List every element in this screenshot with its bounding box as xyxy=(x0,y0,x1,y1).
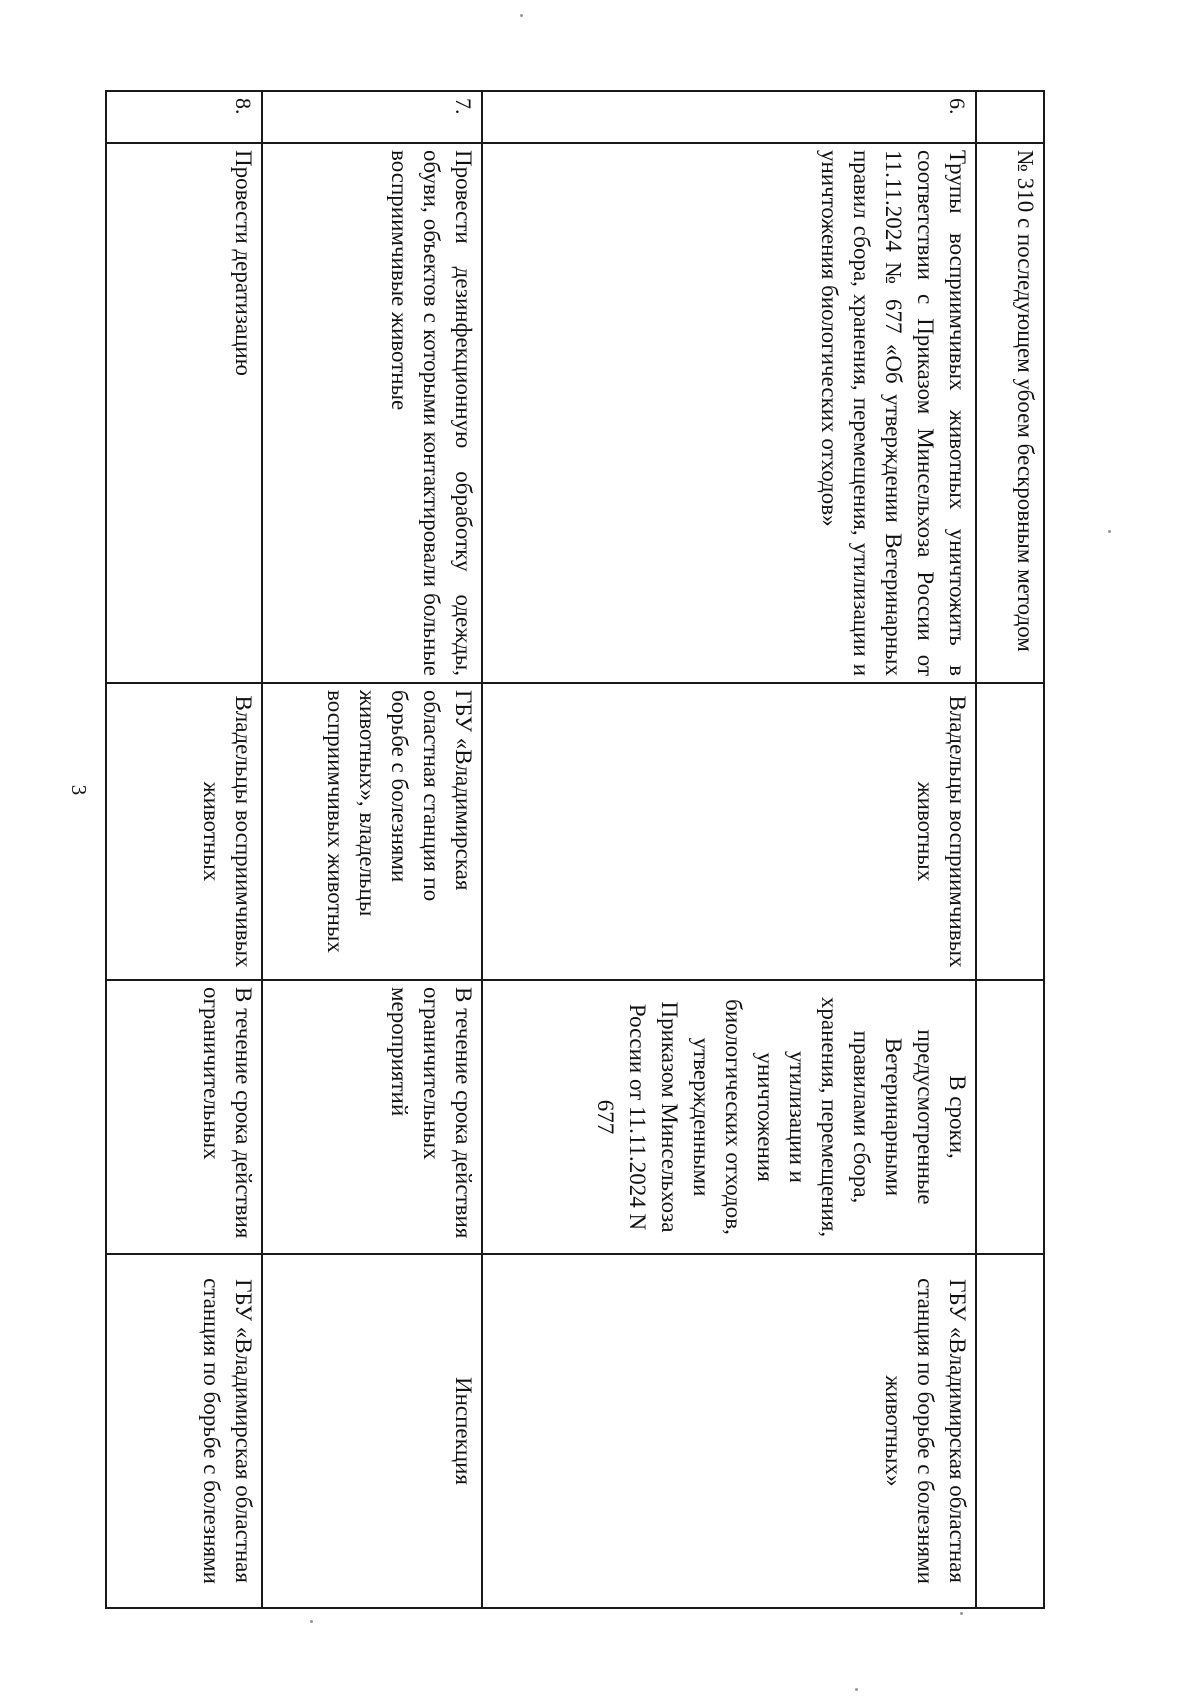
responsible-cell: Инспекция xyxy=(262,1254,482,1608)
executor-cell: ГБУ «Владимирская областная станция по борьбе с болезнями животных», владельцы восприимчивых животных xyxy=(262,683,482,980)
executor-cell xyxy=(976,683,1044,980)
responsible-cell xyxy=(976,1254,1044,1608)
scan-speck xyxy=(960,1612,963,1615)
term-cell: В сроки, предусмотренные Ветеринарными правилами сбора, хранения, перемещения, утилизации и уничтожения биологических отходов, утвержденными Приказом Минсельхоза России от 11.11.2024 N 677 xyxy=(482,980,976,1254)
table-row xyxy=(976,91,1044,1608)
term-cell: В течение срока действия ограничительных мероприятий xyxy=(262,980,482,1254)
action-cell: Трупы восприимчивых животных уничтожить в соответствии с Приказом Минсельхоза России от 11.11.2024 № 677 «Об утверждении Ветеринарных правил сбора, хранения, перемещения, утилизации и уничтожения биологических отходов» xyxy=(482,143,976,683)
table-row xyxy=(482,91,976,1608)
term-cell: В течение срока действия ограничительных xyxy=(106,980,262,1254)
table-row xyxy=(106,91,262,1608)
action-cell: Провести дератизацию xyxy=(106,143,262,683)
page-number: 3 xyxy=(67,784,91,796)
term-cell xyxy=(976,980,1044,1254)
rotated-table-container xyxy=(107,90,1045,1584)
action-cell: Провести дезинфекционную обработку одежды, обуви, объектов с которыми контактировали больные восприимчивые животные xyxy=(262,143,482,683)
scan-speck xyxy=(1108,530,1111,533)
table-row xyxy=(262,91,482,1608)
row-number: 8. xyxy=(106,91,262,143)
responsible-cell: ГБУ «Владимирская областная станция по борьбе с болезнями xyxy=(106,1254,262,1608)
executor-cell: Владельцы восприимчивых животных xyxy=(482,683,976,980)
scan-speck xyxy=(855,1688,858,1691)
row-number: 7. xyxy=(262,91,482,143)
executor-cell: Владельцы восприимчивых животных xyxy=(106,683,262,980)
measures-table xyxy=(105,90,1045,1609)
row-number xyxy=(976,91,1044,143)
row-number: 6. xyxy=(482,91,976,143)
responsible-cell: ГБУ «Владимирская областная станция по борьбе с болезнями животных» xyxy=(482,1254,976,1608)
scan-speck xyxy=(520,14,523,17)
scan-speck xyxy=(310,1620,313,1623)
action-cell: № 310 с последующем убоем бескровным методом xyxy=(976,143,1044,683)
